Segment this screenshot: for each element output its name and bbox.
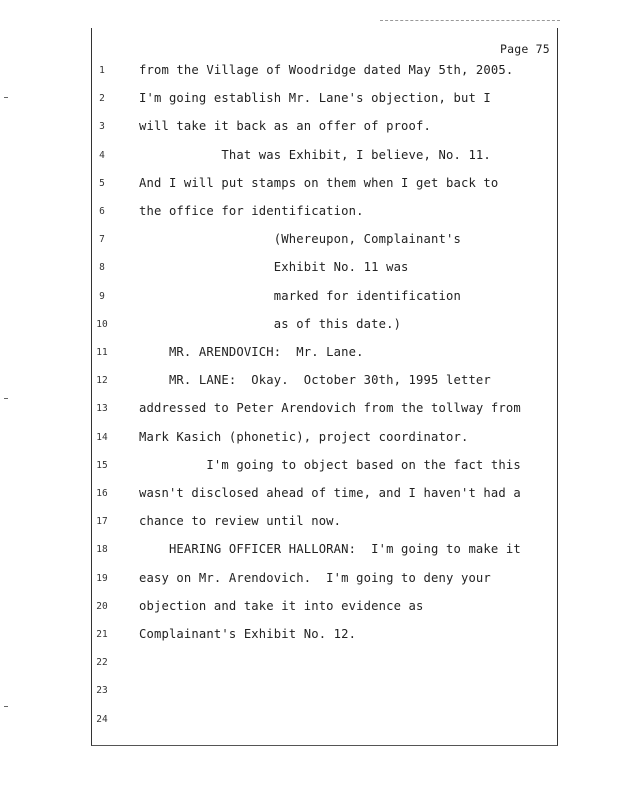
transcript-line <box>0 512 618 532</box>
line-text: addressed to Peter Arendovich from the tollway from <box>139 401 521 416</box>
line-number: 24 <box>96 713 108 725</box>
transcript-line <box>0 315 618 335</box>
transcript-line <box>0 681 618 701</box>
line-number: 12 <box>96 375 108 387</box>
transcript-line <box>0 569 618 589</box>
transcript-line <box>0 710 618 730</box>
transcript-line <box>0 258 618 278</box>
transcript-line <box>0 343 618 363</box>
line-number: 16 <box>96 488 108 499</box>
line-text: I'm going establish Mr. Lane's objection, but I <box>139 91 491 106</box>
line-number: 19 <box>96 572 108 584</box>
scan-mark <box>4 97 8 98</box>
transcript-line <box>0 61 618 81</box>
scan-mark <box>4 706 8 707</box>
line-number: 21 <box>96 629 108 640</box>
line-number: 20 <box>96 600 108 612</box>
transcript-line <box>0 146 618 166</box>
line-number: 11 <box>96 347 108 358</box>
line-text: from the Village of Woodridge dated May 5th, 2005. <box>139 63 514 77</box>
transcript-line <box>0 287 618 307</box>
line-number: 2 <box>99 93 105 105</box>
transcript-line <box>0 371 618 391</box>
line-number: 15 <box>96 459 108 471</box>
scan-artifact-top <box>380 20 560 22</box>
line-number: 22 <box>96 657 108 669</box>
line-text: I'm going to object based on the fact this <box>139 457 521 472</box>
transcript-line <box>0 174 618 194</box>
transcript-line <box>0 428 618 448</box>
line-text: Mark Kasich (phonetic), project coordinator. <box>139 429 469 444</box>
line-number: 9 <box>99 290 105 302</box>
line-number: 23 <box>96 685 108 697</box>
page-number: Page 75 <box>500 42 550 56</box>
line-number: 1 <box>99 65 105 76</box>
transcript-line <box>0 540 618 560</box>
transcript-line <box>0 117 618 137</box>
line-text: HEARING OFFICER HALLORAN: I'm going to make it <box>139 542 521 557</box>
line-number: 10 <box>96 318 108 330</box>
line-text: easy on Mr. Arendovich. I'm going to deny your <box>139 570 491 585</box>
transcript-line <box>0 484 618 504</box>
line-text: Exhibit No. 11 was <box>139 260 409 275</box>
transcript-line <box>0 89 618 109</box>
line-number: 4 <box>99 149 105 161</box>
line-text: Complainant's Exhibit No. 12. <box>139 627 357 641</box>
line-number: 6 <box>99 206 105 217</box>
line-text: will take it back as an offer of proof. <box>139 119 432 134</box>
transcript-line <box>0 456 618 476</box>
line-number: 8 <box>99 262 105 274</box>
line-number: 17 <box>96 516 108 528</box>
line-number: 13 <box>96 403 108 415</box>
transcript-line <box>0 597 618 617</box>
transcript-line <box>0 653 618 673</box>
line-text: And I will put stamps on them when I get back to <box>139 175 499 190</box>
line-text: (Whereupon, Complainant's <box>139 232 461 247</box>
line-text: chance to review until now. <box>139 514 342 529</box>
line-text: as of this date.) <box>139 316 402 331</box>
transcript-line <box>0 230 618 250</box>
line-text: MR. LANE: Okay. October 30th, 1995 letter <box>139 373 491 388</box>
transcript-line <box>0 625 618 645</box>
transcript-line <box>0 202 618 222</box>
line-text: MR. ARENDOVICH: Mr. Lane. <box>139 345 364 359</box>
scan-mark <box>4 398 8 399</box>
line-text: wasn't disclosed ahead of time, and I haven't had a <box>139 486 521 500</box>
line-text: objection and take it into evidence as <box>139 598 424 613</box>
line-number: 7 <box>99 234 105 246</box>
line-number: 18 <box>96 544 108 556</box>
line-text: marked for identification <box>139 288 461 303</box>
line-text: That was Exhibit, I believe, No. 11. <box>139 147 491 162</box>
line-number: 3 <box>99 121 105 133</box>
line-text: the office for identification. <box>139 204 364 218</box>
transcript-line <box>0 399 618 419</box>
line-number: 14 <box>96 431 108 443</box>
line-number: 5 <box>99 177 105 189</box>
